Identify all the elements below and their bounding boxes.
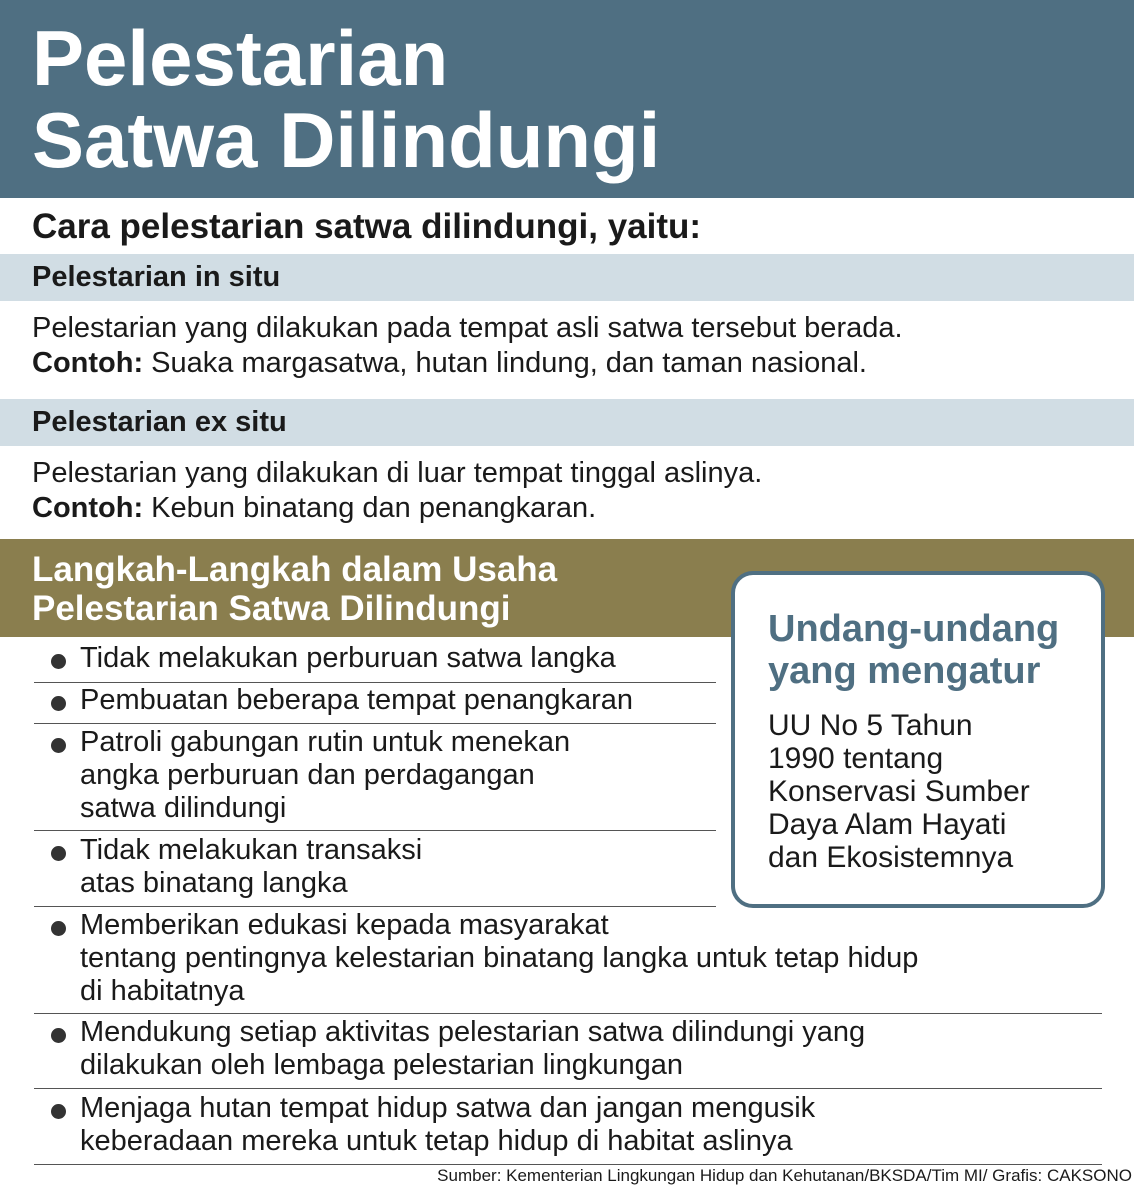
header-banner <box>0 0 1134 198</box>
step-divider <box>34 1164 1102 1165</box>
bullet-icon <box>51 846 66 861</box>
steps-title-line-2: Pelestarian Satwa Dilindungi <box>32 589 511 628</box>
step-divider <box>34 906 716 907</box>
step-text-line: angka perburuan dan perdagangan <box>80 759 535 791</box>
law-line: 1990 tentang <box>768 742 944 775</box>
law-line: Daya Alam Hayati <box>768 808 1007 841</box>
law-box <box>731 571 1105 908</box>
in-situ-example-text: Suaka margasatwa, hutan lindung, dan taman nasional. <box>143 347 867 379</box>
step-text-line: Memberikan edukasi kepada masyarakat <box>80 909 609 941</box>
step-divider <box>34 830 716 831</box>
step-divider <box>34 682 716 683</box>
step-text-line: di habitatnya <box>80 975 245 1007</box>
in-situ-example <box>32 345 867 381</box>
law-title-line-1: Undang-undang <box>768 608 1060 650</box>
bullet-icon <box>51 1104 66 1119</box>
step-text-line: Pembuatan beberapa tempat penangkaran <box>80 684 634 716</box>
in-situ-band <box>0 254 1134 301</box>
title-line-2: Satwa Dilindungi <box>32 96 661 184</box>
source-credit: Sumber: Kementerian Lingkungan Hidup dan Kehutanan/BKSDA/Tim MI/ Grafis: CAKSONO <box>437 1166 1132 1185</box>
step-text-line: Patroli gabungan rutin untuk menekan <box>80 726 571 758</box>
bullet-icon <box>51 738 66 753</box>
step-text-line: tentang pentingnya kelestarian binatang langka untuk tetap hidup <box>80 942 919 974</box>
bullet-icon <box>51 921 66 936</box>
law-line: UU No 5 Tahun <box>768 709 973 742</box>
ex-situ-example-text: Kebun binatang dan penangkaran. <box>143 492 597 524</box>
in-situ-label: Pelestarian in situ <box>32 261 281 293</box>
title-line-1: Pelestarian <box>32 14 449 102</box>
step-divider <box>34 1013 1102 1014</box>
step-text-line: Menjaga hutan tempat hidup satwa dan jangan mengusik <box>80 1092 816 1124</box>
step-text-line: Tidak melakukan transaksi <box>80 834 423 866</box>
step-text-line: dilakukan oleh lembaga pelestarian lingkungan <box>80 1049 683 1081</box>
step-text-line: satwa dilindungi <box>80 792 287 824</box>
step-text-line: atas binatang langka <box>80 867 348 899</box>
law-title-line-2: yang mengatur <box>768 650 1041 692</box>
ex-situ-example-label: Contoh: <box>32 492 144 524</box>
in-situ-example-label: Contoh: <box>32 347 144 379</box>
bullet-icon <box>51 696 66 711</box>
law-line: dan Ekosistemnya <box>768 841 1014 874</box>
ex-situ-description: Pelestarian yang dilakukan di luar tempat tinggal aslinya. <box>32 457 763 489</box>
ex-situ-label: Pelestarian ex situ <box>32 406 287 438</box>
in-situ-description: Pelestarian yang dilakukan pada tempat asli satwa tersebut berada. <box>32 312 903 344</box>
steps-title-line-1: Langkah-Langkah dalam Usaha <box>32 550 558 589</box>
step-divider <box>34 723 716 724</box>
bullet-icon <box>51 1028 66 1043</box>
intro-heading: Cara pelestarian satwa dilindungi, yaitu: <box>32 207 702 246</box>
step-text-line: Tidak melakukan perburuan satwa langka <box>80 642 616 674</box>
step-divider <box>34 1088 1102 1089</box>
law-line: Konservasi Sumber <box>768 775 1030 808</box>
bullet-icon <box>51 654 66 669</box>
step-text-line: Mendukung setiap aktivitas pelestarian satwa dilindungi yang <box>80 1016 866 1048</box>
ex-situ-band <box>0 399 1134 446</box>
step-text-line: keberadaan mereka untuk tetap hidup di habitat aslinya <box>80 1125 793 1157</box>
ex-situ-example <box>32 490 596 526</box>
